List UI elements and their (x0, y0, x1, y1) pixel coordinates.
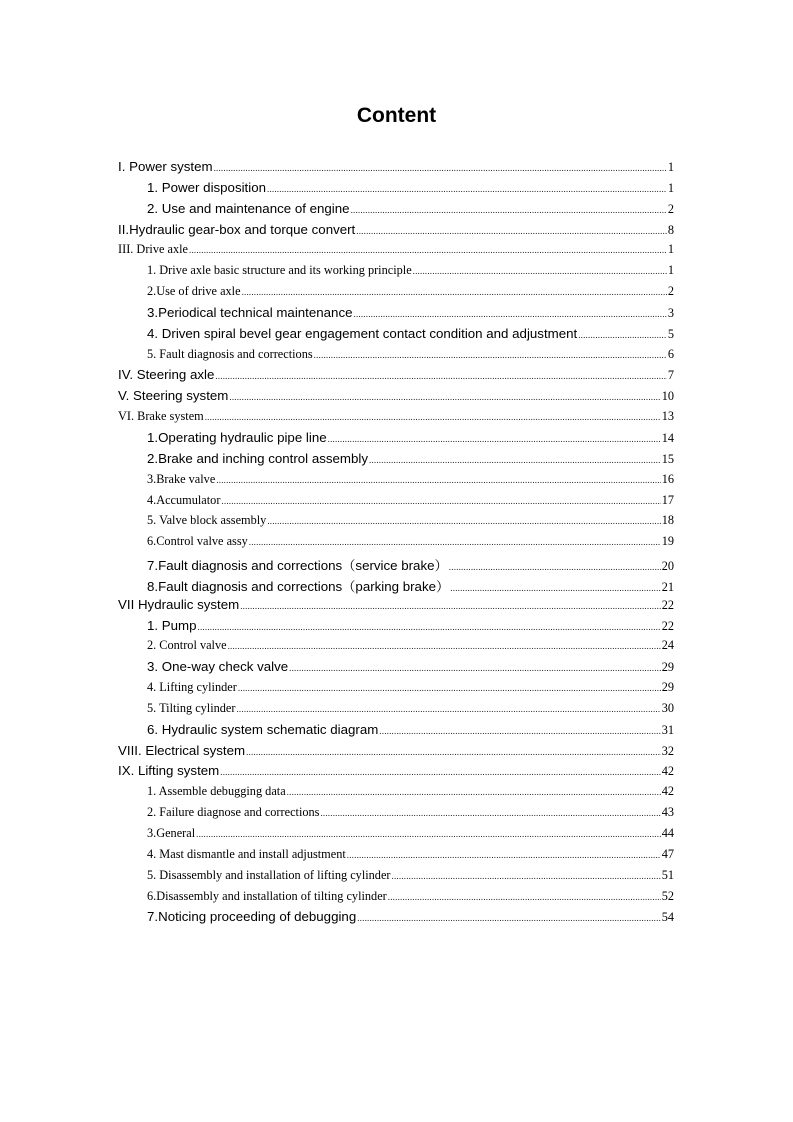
toc-entry-label: 1.Operating hydraulic pipe line (147, 429, 327, 445)
toc-entry-page-number: 22 (661, 597, 674, 612)
toc-entry-label: 2. Control valve (147, 638, 227, 653)
toc-entry-page-number: 21 (661, 579, 674, 594)
toc-entry-label: VIII. Electrical system (118, 742, 246, 758)
toc-entry-label: II.Hydraulic gear-box and torque convert (118, 221, 356, 237)
toc-entry-label: 3.Periodical technical maintenance (147, 304, 353, 320)
toc-entry-label: 1. Pump (147, 617, 197, 633)
toc-entry-label: 4.Accumulator (147, 492, 221, 507)
toc-entry-page-number: 14 (661, 430, 674, 445)
toc-entry-page-number: 42 (661, 764, 674, 779)
toc-entry[interactable] (118, 555, 674, 576)
dot-leader (347, 850, 661, 860)
dot-leader (413, 266, 667, 276)
toc-entry[interactable] (118, 409, 674, 430)
toc-entry-page-number: 30 (661, 700, 674, 715)
toc-entry[interactable] (118, 493, 674, 514)
dot-leader (242, 287, 667, 297)
toc-entry-page-number: 24 (661, 638, 674, 653)
dot-leader (369, 455, 661, 465)
toc-entry[interactable] (118, 201, 674, 222)
dot-leader (379, 726, 660, 736)
toc-entry-label: 5. Valve block assembly (147, 513, 267, 528)
toc-entry[interactable] (118, 326, 674, 347)
toc-entry[interactable] (118, 743, 674, 764)
toc-entry-label: I. Power system (118, 159, 213, 174)
dot-leader (388, 892, 661, 902)
dot-leader (267, 516, 660, 526)
dot-leader (246, 747, 661, 757)
toc-entry[interactable] (118, 576, 674, 597)
toc-entry-page-number: 47 (661, 846, 674, 861)
toc-entry-page-number: 16 (661, 471, 674, 486)
toc-entry[interactable] (118, 889, 674, 910)
toc-entry[interactable] (118, 597, 674, 618)
toc-entry-label: 5. Fault diagnosis and corrections (147, 346, 313, 361)
toc-entry-label: 7.Fault diagnosis and corrections（service brake） (147, 558, 448, 574)
dot-leader (328, 434, 661, 444)
toc-entry[interactable] (118, 451, 674, 472)
toc-entry-label: 8.Fault diagnosis and corrections（parking brake） (147, 578, 450, 594)
dot-leader (354, 309, 667, 319)
toc-entry[interactable] (118, 680, 674, 701)
toc-entry[interactable] (118, 388, 674, 409)
toc-entry-label: V. Steering system (118, 388, 229, 404)
dot-leader (229, 392, 660, 402)
dot-leader (449, 562, 661, 572)
dot-leader (289, 663, 661, 673)
toc-entry-label: IX. Lifting system (118, 763, 220, 779)
toc-entry-page-number: 29 (661, 660, 674, 675)
toc-entry[interactable] (118, 513, 674, 534)
toc-entry[interactable] (118, 159, 674, 180)
dot-leader (220, 767, 660, 777)
toc-entry[interactable] (118, 638, 674, 659)
toc-entry-page-number: 52 (661, 888, 674, 903)
toc-entry-page-number: 5 (667, 326, 674, 341)
toc-entry-page-number: 44 (661, 826, 674, 840)
dot-leader (221, 496, 660, 506)
toc-entry-page-number: 1 (667, 263, 674, 278)
dot-leader (267, 184, 667, 194)
toc-entry-label: 4. Mast dismantle and install adjustment (147, 846, 346, 861)
toc-entry-page-number: 17 (661, 492, 674, 507)
toc-entry[interactable] (118, 472, 674, 493)
toc-entry[interactable] (118, 367, 674, 388)
toc-entry-page-number: 51 (661, 867, 674, 882)
toc-entry-page-number: 1 (667, 160, 674, 174)
dot-leader (249, 537, 661, 547)
toc-entry-page-number: 29 (661, 680, 674, 695)
toc-entry-page-number: 2 (667, 284, 674, 299)
dot-leader (314, 350, 667, 360)
toc-entry-label: III. Drive axle (118, 242, 188, 257)
dot-leader (189, 245, 667, 255)
toc-entry[interactable] (118, 263, 674, 284)
dot-leader (214, 163, 667, 173)
toc-entry-label: 3.Brake valve (147, 471, 216, 486)
dot-leader (196, 829, 661, 839)
dot-leader (287, 787, 661, 797)
toc-entry-label: 3. One-way check valve (147, 659, 289, 675)
toc-entry-label: 3.General (147, 826, 196, 840)
toc-entry[interactable] (118, 909, 674, 930)
toc-entry[interactable] (118, 284, 674, 305)
page-title: Content (356, 104, 437, 127)
toc-entry-label: 2.Brake and inching control assembly (147, 450, 368, 466)
toc-entry-page-number: 8 (667, 222, 674, 237)
toc-entry-page-number: 19 (661, 534, 674, 549)
toc-entry[interactable] (118, 784, 674, 805)
toc-entry[interactable] (118, 805, 674, 826)
toc-entry-label: 4. Driven spiral bevel gear engagement contact condition and adjustment (147, 325, 578, 341)
toc-entry[interactable] (118, 222, 674, 243)
toc-entry-label: 1. Power disposition (147, 179, 266, 195)
toc-entry-page-number: 20 (661, 559, 674, 574)
toc-entry-label: 1. Assemble debugging data (147, 784, 286, 799)
toc-entry[interactable] (118, 242, 674, 263)
toc-entry-label: 1. Drive axle basic structure and its working principle (147, 263, 412, 278)
dot-leader (357, 913, 660, 923)
dot-leader (205, 412, 661, 422)
toc-entry-page-number: 15 (661, 451, 674, 466)
dot-leader (356, 226, 667, 236)
toc-entry-label: 6. Hydraulic system schematic diagram (147, 721, 379, 737)
dot-leader (198, 622, 661, 632)
toc-entry[interactable] (118, 659, 674, 680)
toc-entry-page-number: 1 (667, 180, 674, 195)
dot-leader (240, 601, 661, 611)
toc-entry[interactable] (118, 534, 674, 555)
toc-entry-page-number: 10 (661, 389, 674, 404)
toc-entry-page-number: 31 (661, 722, 674, 737)
dot-leader (351, 205, 667, 215)
dot-leader (238, 683, 661, 693)
toc-entry-page-number: 43 (661, 805, 674, 820)
toc-entry-page-number: 32 (661, 743, 674, 758)
toc-entry[interactable] (118, 847, 674, 868)
toc-entry-page-number: 42 (661, 784, 674, 799)
toc-entry-label: 5. Disassembly and installation of lifting cylinder (147, 867, 391, 882)
toc-entry-page-number: 2 (667, 201, 674, 216)
toc-entry[interactable] (118, 180, 674, 201)
table-of-contents (118, 159, 674, 930)
toc-entry[interactable] (118, 618, 674, 639)
toc-entry-label: 2. Failure diagnose and corrections (147, 805, 320, 820)
toc-entry-label: 4. Lifting cylinder (147, 680, 237, 695)
dot-leader (392, 871, 661, 881)
toc-entry-page-number: 13 (661, 409, 674, 424)
toc-entry-page-number: 1 (667, 242, 674, 257)
toc-entry[interactable] (118, 722, 674, 743)
toc-entry-page-number: 18 (661, 513, 674, 528)
toc-entry[interactable] (118, 430, 674, 451)
dot-leader (236, 704, 660, 714)
dot-leader (216, 475, 660, 485)
dot-leader (578, 330, 667, 340)
toc-entry-label: VI. Brake system (118, 409, 204, 424)
toc-entry[interactable] (118, 701, 674, 722)
toc-entry[interactable] (118, 763, 674, 784)
toc-entry[interactable] (118, 826, 674, 847)
dot-leader (215, 371, 667, 381)
toc-entry-label: 7.Noticing proceeding of debugging (147, 909, 357, 925)
toc-entry-label: 5. Tilting cylinder (147, 700, 236, 715)
dot-leader (450, 583, 660, 593)
toc-entry-page-number: 6 (667, 346, 674, 361)
toc-entry[interactable] (118, 305, 674, 326)
toc-entry-page-number: 54 (661, 910, 674, 925)
toc-entry-page-number: 7 (667, 368, 674, 383)
toc-entry-page-number: 22 (661, 618, 674, 633)
toc-entry-label: 2. Use and maintenance of engine (147, 200, 350, 216)
dot-leader (320, 808, 660, 818)
dot-leader (228, 641, 661, 651)
toc-entry-label: IV. Steering axle (118, 367, 215, 383)
toc-entry-label: 2.Use of drive axle (147, 284, 241, 299)
toc-entry[interactable] (118, 868, 674, 889)
toc-entry-label: 6.Control valve assy (147, 534, 248, 549)
toc-entry-label: 6.Disassembly and installation of tilting cylinder (147, 888, 387, 903)
toc-entry[interactable] (118, 347, 674, 368)
toc-entry-page-number: 3 (667, 305, 674, 320)
toc-entry-label: VII Hydraulic system (118, 596, 240, 612)
